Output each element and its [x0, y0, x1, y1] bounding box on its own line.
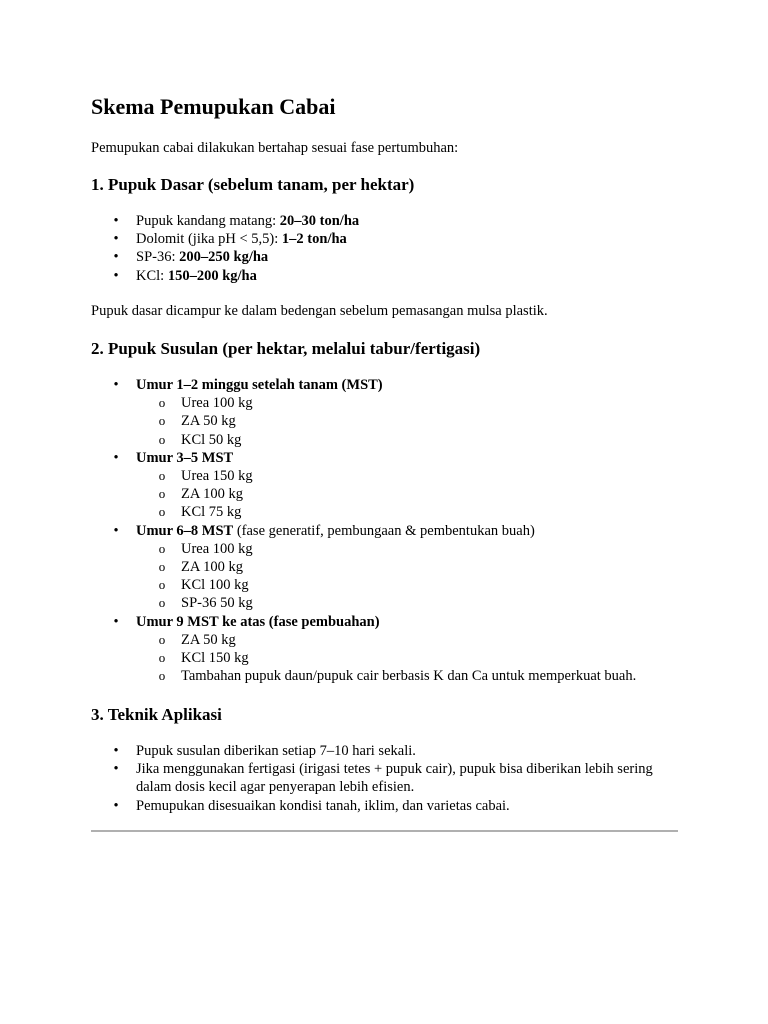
sub-item: o Urea 100 kg: [158, 540, 253, 557]
page-title: Skema Pemupukan Cabai: [91, 94, 336, 119]
stage-sublist: [136, 394, 679, 449]
circle-bullet-icon: o: [158, 468, 166, 484]
circle-bullet-icon: o: [158, 577, 166, 593]
section3-heading: 3. Teknik Aplikasi: [91, 705, 222, 724]
circle-bullet-icon: o: [158, 595, 166, 611]
section2-heading: 2. Pupuk Susulan (per hektar, melalui tabur/fertigasi): [91, 339, 481, 358]
sub-item: o KCl 150 kg: [158, 650, 249, 667]
sub-item: o KCl 100 kg: [158, 577, 249, 594]
circle-bullet-icon: o: [158, 504, 166, 520]
stage-item: • Umur 6–8 MST (fase generatif, pembungaan & pembentukan buah) o Urea 100 kg o ZA 100 kg o KCl 100 kg o SP-36 50 kg: [91, 522, 679, 613]
sub-item: o KCl 75 kg: [158, 504, 242, 521]
sub-item: o Tambahan pupuk daun/pupuk cair berbasis K dan Ca untuk memperkuat buah.: [158, 668, 637, 685]
section2-list: [91, 376, 679, 685]
circle-bullet-icon: o: [158, 631, 166, 647]
stage-item: • Umur 1–2 minggu setelah tanam (MST) o Urea 100 kg o ZA 50 kg o KCl 50 kg: [91, 376, 679, 449]
stage-sublist: [136, 540, 679, 613]
sub-item: o KCl 50 kg: [158, 431, 242, 448]
section1-heading: 1. Pupuk Dasar (sebelum tanam, per hektar): [91, 175, 415, 194]
bullet-icon: •: [113, 613, 119, 630]
circle-bullet-icon: o: [158, 395, 166, 411]
circle-bullet-icon: o: [158, 486, 166, 502]
bullet-icon: •: [113, 449, 119, 466]
bullet-icon: •: [113, 377, 119, 393]
bullet-icon: •: [113, 249, 119, 266]
sub-item: o Urea 100 kg: [158, 395, 253, 412]
bullet-icon: •: [113, 797, 119, 814]
list-item: • Pupuk kandang matang: 20–30 ton/ha: [91, 212, 679, 230]
list-item: • SP-36: 200–250 kg/ha: [91, 248, 679, 266]
circle-bullet-icon: o: [158, 431, 166, 447]
bullet-icon: •: [113, 522, 119, 539]
horizontal-rule: [91, 830, 678, 832]
stage-item: • Umur 9 MST ke atas (fase pembuahan) o ZA 50 kg o KCl 150 kg o Tambahan pupuk daun/pupuk cair berbasis K dan Ca untuk memperkuat buah.: [91, 613, 679, 686]
bullet-icon: •: [113, 743, 119, 759]
section1-note: Pupuk dasar dicampur ke dalam bedengan sebelum pemasangan mulsa plastik.: [91, 303, 548, 319]
list-item: • Pemupukan disesuaikan kondisi tanah, iklim, dan varietas cabai.: [91, 797, 679, 815]
list-item: • Jika menggunakan fertigasi (irigasi tetes + pupuk cair), pupuk bisa diberikan lebih sering dalam dosis kecil agar penyerapan lebih efisien.: [91, 760, 679, 796]
sub-item: o ZA 100 kg: [158, 559, 244, 576]
intro-paragraph: Pemupukan cabai dilakukan bertahap sesuai fase pertumbuhan:: [91, 140, 459, 156]
sub-item: o Urea 150 kg: [158, 468, 253, 485]
list-item: • Pupuk susulan diberikan setiap 7–10 hari sekali.: [91, 742, 679, 760]
circle-bullet-icon: o: [158, 540, 166, 556]
bullet-icon: •: [113, 231, 119, 248]
section3-list: [91, 742, 679, 815]
bullet-icon: •: [113, 213, 119, 229]
circle-bullet-icon: o: [158, 559, 166, 575]
circle-bullet-icon: o: [158, 668, 166, 684]
stage-item: • Umur 3–5 MST o Urea 150 kg o ZA 100 kg o KCl 75 kg: [91, 449, 679, 522]
sub-item: o ZA 50 kg: [158, 631, 236, 648]
list-item: • Dolomit (jika pH < 5,5): 1–2 ton/ha: [91, 230, 679, 248]
circle-bullet-icon: o: [158, 413, 166, 429]
bullet-icon: •: [113, 267, 119, 284]
stage-sublist: [136, 467, 679, 522]
list-item: • KCl: 150–200 kg/ha: [91, 267, 679, 285]
sub-item: o ZA 50 kg: [158, 413, 236, 430]
bullet-icon: •: [113, 761, 119, 778]
stage-sublist: [136, 631, 679, 686]
sub-item: o ZA 100 kg: [158, 486, 244, 503]
circle-bullet-icon: o: [158, 650, 166, 666]
section1-list: [91, 212, 679, 285]
sub-item: o SP-36 50 kg: [158, 595, 253, 612]
